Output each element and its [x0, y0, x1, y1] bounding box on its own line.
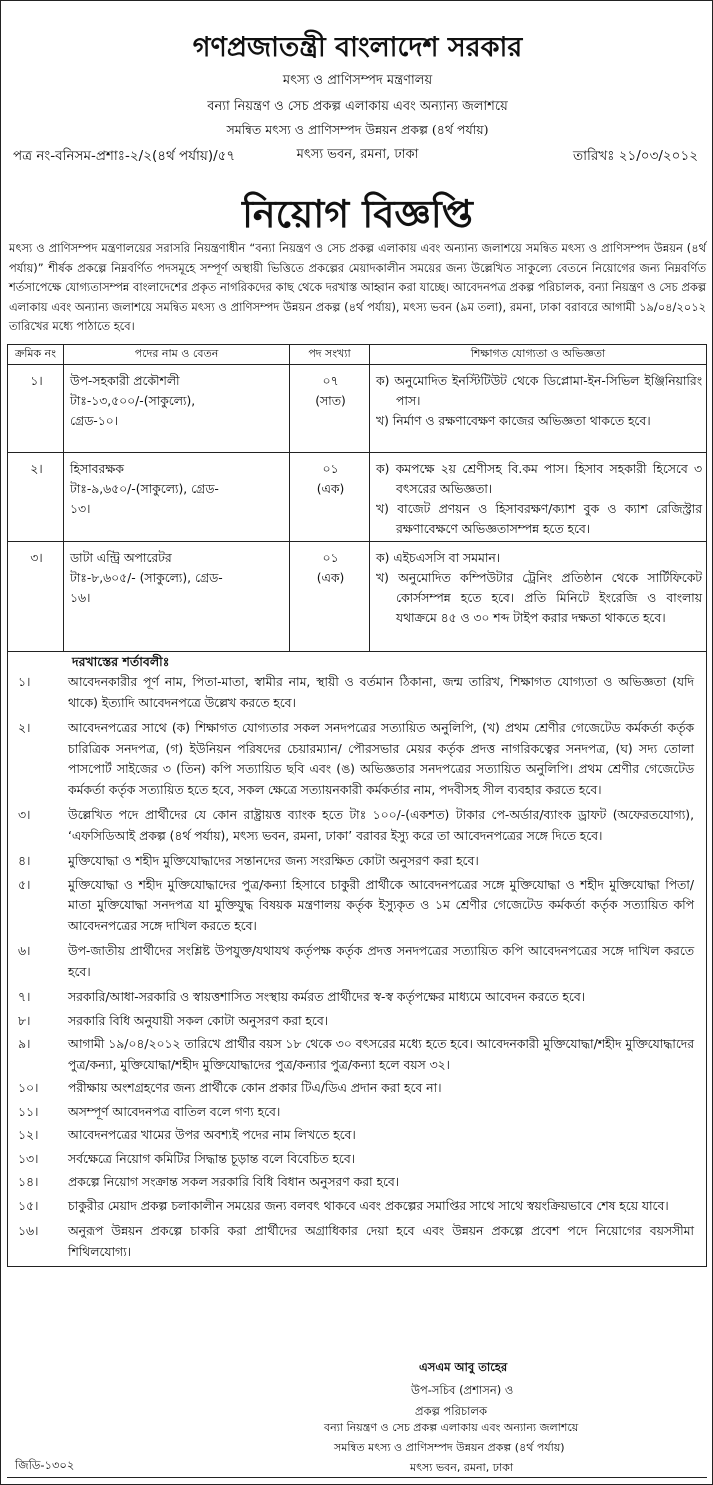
- qualification-b: খ) অনুমোদিত কম্পিউটার ট্রেনিং প্রতিষ্ঠান থেকে সার্টিফিকেট কোর্সসম্পন্ন হতে হবে। প্রতি মিনিটে ইংরেজি ও বাংলায় যথাক্রমে ৪৫ ও ৩০ শব্দ টাইপ করার দক্ষতা থাকতে হবে।: [376, 571, 702, 625]
- signatory-designation: উপ-সচিব (প্রশাসন) ও: [411, 1383, 514, 1397]
- terms-heading: দরখাস্তের শর্তাবলীঃ: [72, 654, 170, 669]
- term-text: প্রকল্পে নিয়োগ সংক্রান্ত সকল সরকারি বিধি বিধান অনুসরণ করা হবে।: [68, 1175, 400, 1189]
- row-post: [64, 542, 290, 652]
- term-item: [8, 941, 706, 982]
- table-header-row: [8, 345, 707, 365]
- signatory-role: প্রকল্প পরিচালক: [415, 1404, 488, 1418]
- term-item: [8, 805, 706, 846]
- notice-title: নিয়োগ বিজ্ঞপ্তি: [242, 192, 473, 236]
- term-item: [8, 718, 706, 800]
- post-pay: টাঃ-১৩,৫০০/-(সাকুল্যে),: [70, 394, 196, 408]
- header-post-count: পদ সংখ্যা: [290, 345, 370, 365]
- count-words: (এক): [316, 571, 345, 585]
- ministry-name: মৎস্য ও প্রাণিসম্পদ মন্ত্রণালয়: [282, 73, 433, 88]
- row-serial: ১।: [8, 365, 64, 453]
- term-text: মুক্তিযোদ্ধা ও শহীদ মুক্তিযোদ্ধাদের পুত্র/কন্যা হিসাবে চাকুরী প্রার্থীকে আবেদনপত্রের সঙ্গে মুক্তিযোদ্ধা ও শহীদ মুক্তিযোদ্ধা পিতা/মাতা মুক্তিযোদ্ধা সনদপত্র যা মুক্তিযুদ্ধ বিষয়ক মন্ত্রণালয় কর্তৃক ইস্যুকৃত ও ১ম শ্রেণীর গেজেটেড কর্মকর্তা কর্তৃক সত্যায়িত কপি আবেদনপত্রের সঙ্গে দাখিল করতে হবে।: [68, 877, 694, 933]
- signatory-name: এসএম আবু তাহের: [419, 1360, 508, 1374]
- term-text: আগামী ১৯/০৪/২০১২ তারিখে প্রার্থীর বয়স ১৮ থেকে ৩০ বৎসরের মধ্যে হতে হবে। আবেদনকারী মুক্তিযোদ্ধা/শহীদ মুক্তিযোদ্ধাদের পুত্র/কন্যা, মুক্তিযোদ্ধা/শহীদ মুক্তিযোদ্ধাদের পুত্র/কন্যার পুত্র/কন্যা হলে বয়স ৩২।: [68, 1037, 694, 1072]
- signatory-project-line-1: বন্যা নিয়ন্ত্রণ ও সেচ প্রকল্প এলাকায় এবং অন্যান্য জলাশয়ে: [324, 1421, 579, 1434]
- signatory-address: মৎস্য ভবন, রমনা, ঢাকা: [410, 1461, 514, 1474]
- term-item: [8, 1196, 706, 1217]
- term-number: ৬।: [18, 944, 31, 958]
- terms-section: [7, 652, 707, 1267]
- row-qualification: [370, 365, 707, 453]
- post-grade: গ্রেড-১০।: [70, 414, 119, 428]
- term-item: [8, 1078, 706, 1099]
- term-text: আবেদনকারীর পূর্ণ নাম, পিতা-মাতা, স্বামীর নাম, স্থায়ী ও বর্তমান ঠিকানা, জন্ম তারিখ, শিক্ষাগত যোগ্যতা ও অভিজ্ঞতা (যদি থাকে) ইত্যাদি আবেদনপত্রে উল্লেখ করতে হবে।: [68, 675, 694, 710]
- project-line-1: বন্যা নিয়ন্ত্রণ ও সেচ প্রকল্প এলাকায় এবং অন্যান্য জলাশয়ে: [207, 99, 508, 114]
- qualification-a: ক) কমপক্ষে ২য় শ্রেণীসহ বি.কম পাস। হিসাব সহকারী হিসেবে ৩ বৎসরের অভিজ্ঞতা।: [376, 462, 702, 496]
- count-words: (এক): [316, 482, 345, 496]
- count-words: (সাত): [315, 394, 346, 408]
- row-count: [290, 365, 370, 453]
- header-address: মৎস্য ভবন, রমনা, ঢাকা: [296, 147, 419, 162]
- term-text: আবেদনপত্রের সাথে (ক) শিক্ষাগত যোগ্যতার সকল সনদপত্রের সত্যায়িত অনুলিপি, (খ) প্রথম শ্রেণীর গেজেটেড কর্মকর্তা কর্তৃক চারিত্রিক সনদপত্র, (গ) ইউনিয়ন পরিষদের চেয়ারম্যান/ পৌরসভার মেয়র কর্তৃক প্রদত্ত নাগরিকত্বের সনদপত্র, (ঘ) সদ্য তোলা পাসপোর্ট সাইজের ৩ (তিন) কপি সত্যায়িত ছবি এবং (ঙ) অভিজ্ঞতার সনদপত্রের সত্যায়িত অনুলিপি। প্রথম শ্রেণীর গেজেটেড কর্মকর্তা কর্তৃক সত্যায়িত হতে হবে, সকল ক্ষেত্রে সত্যায়নকারী কর্মকর্তার নাম, পদবীসহ সীল ব্যবহার করতে হবে।: [68, 721, 694, 797]
- qualification-a: ক) অনুমোদিত ইনস্টিটিউট থেকে ডিপ্লোমা-ইন-সিভিল ইঞ্জিনিয়ারিং পাস।: [376, 374, 702, 408]
- term-item: [8, 1172, 706, 1193]
- footer-code: জিডি-১৩০২: [15, 1458, 75, 1472]
- term-number: ১১।: [18, 1104, 39, 1119]
- signatory-project-line-2: সমন্বিত মৎস্য ও প্রাণিসম্পদ উন্নয়ন প্রকল্প (৪র্থ পর্যায়): [334, 1441, 565, 1454]
- post-grade: ১৬।: [70, 591, 91, 605]
- government-title: গণপ্রজাতন্ত্রী বাংলাদেশ সরকার: [192, 32, 523, 63]
- term-text: অনুরূপ উন্নয়ন প্রকল্পে চাকরি করা প্রার্থীদের অগ্রাধিকার দেয়া হবে এবং উন্নয়ন প্রকল্পে প্রবেশ পদে নিয়োগের বয়সসীমা শিথিলযোগ্য।: [68, 1224, 694, 1259]
- posts-table: [7, 344, 707, 652]
- row-qualification: [370, 453, 707, 542]
- qualification-b: খ) বাজেট প্রণয়ন ও হিসাবরক্ষণ/ক্যাশ বুক ও ক্যাশ রেজিস্ট্রার রক্ষণাবেক্ষণে অভিজ্ঞতাসম্পন্ন হতে হবে।: [376, 502, 702, 536]
- term-number: ১০।: [18, 1081, 39, 1095]
- count-number: ০৭: [322, 374, 339, 388]
- term-item: [8, 1149, 706, 1170]
- project-line-2: সমন্বিত মৎস্য ও প্রাণিসম্পদ উন্নয়ন প্রকল্প (৪র্থ পর্যায়): [226, 122, 489, 137]
- table-row: [8, 365, 707, 453]
- post-grade: ১৩।: [70, 502, 91, 516]
- term-text: চাকুরীর মেয়াদ প্রকল্প চলাকালীন সময়ের জন্য বলবৎ থাকবে এবং প্রকল্পের সমাপ্তির সাথে সাথে স্বয়ংক্রিয়ভাবে শেষ হয়ে যাবে।: [68, 1198, 669, 1213]
- term-number: ৯।: [18, 1037, 31, 1051]
- term-text: মুক্তিযোদ্ধা ও শহীদ মুক্তিযোদ্ধাদের সন্তানদের জন্য সংরক্ষিত কোটা অনুসরণ করা হবে।: [68, 854, 479, 868]
- term-number: ৫।: [18, 877, 31, 892]
- term-number: ১।: [18, 675, 31, 689]
- term-item: [8, 672, 706, 713]
- header-post-pay: পদের নাম ও বেতন: [64, 345, 290, 365]
- row-post: [64, 453, 290, 542]
- row-serial: ৩।: [8, 542, 64, 652]
- row-count: [290, 542, 370, 652]
- term-number: ১৫।: [18, 1198, 39, 1213]
- term-number: ১৩।: [18, 1151, 39, 1166]
- term-item: [8, 987, 706, 1008]
- term-text: সর্বক্ষেত্রে নিয়োগ কমিটির সিদ্ধান্ত চূড়ান্ত বলে বিবেচিত হবে।: [68, 1151, 356, 1166]
- post-name: হিসাবরক্ষক: [70, 462, 124, 476]
- term-item: [8, 1125, 706, 1146]
- count-number: ০১: [322, 551, 339, 565]
- row-post: [64, 365, 290, 453]
- table-row: [8, 542, 707, 652]
- term-text: উপ-জাতীয় প্রার্থীদের সংশ্লিষ্ট উপযুক্ত/যথাযথ কর্তৃপক্ষ কর্তৃক প্রদত্ত সনদপত্রের সত্যায়িত কপি আবেদনপত্রের সঙ্গে দাখিল করতে হবে।: [68, 944, 694, 979]
- row-qualification: [370, 542, 707, 652]
- term-number: ৭।: [18, 990, 31, 1004]
- intro-paragraph: মৎস্য ও প্রাণিসম্পদ মন্ত্রণালয়ের সরাসরি নিয়ন্ত্রণাধীন “বন্যা নিয়ন্ত্রণ ও সেচ প্রকল্প এলাকায় এবং অন্যান্য জলাশয়ে সমন্বিত মৎস্য ও প্রাণিসম্পদ উন্নয়ন (৪র্থ পর্যায়)” শীর্ষক প্রকল্পে নিম্নবর্ণিত পদসমূহে সম্পূর্ণ অস্থায়ী ভিত্তিতে প্রকল্পের মেয়াদকালীন সময়ের জন্য উল্লেখিত সাকুল্যে বেতনে নিয়োগের জন্য নিম্নবর্ণিত শর্তসাপেক্ষে যোগ্যতাসম্পন্ন বাংলাদেশের প্রকৃত নাগরিকদের কাছ থেকে দরখাস্ত আহ্বান করা যাচ্ছে। আবেদনপত্র প্রকল্প পরিচালক, বন্যা নিয়ন্ত্রণ ও সেচ প্রকল্প এলাকায় এবং অন্যান্য জলাশয়ে সমন্বিত মৎস্য ও প্রাণিসম্পদ উন্নয়ন প্রকল্প (৪র্থ পর্যায়), মৎস্য ভবন (৯ম তলা), রমনা, ঢাকা বরাবরে আগামী ১৯/০৪/২০১২ তারিখের মধ্যে পাঠাতে হবে।: [9, 241, 706, 334]
- term-text: পরীক্ষায় অংশগ্রহণের জন্য প্রার্থীকে কোন প্রকার টিএ/ডিএ প্রদান করা হবে না।: [68, 1081, 442, 1095]
- term-number: ১২।: [18, 1128, 39, 1142]
- term-number: ১৬।: [18, 1224, 39, 1238]
- bottom-divider: [7, 1477, 707, 1478]
- memo-number: পত্র নং-বনিসম-প্রশাঃ-২/২(৪র্থ পর্যায়)/৫৭: [13, 148, 236, 164]
- term-item: [8, 851, 706, 872]
- term-item: [8, 1221, 706, 1266]
- post-pay: টাঃ-৮,৬০৫/- (সাকুল্যে), গ্রেড-: [70, 571, 223, 585]
- term-item: [8, 875, 706, 937]
- count-number: ০১: [322, 462, 339, 476]
- header-qualification: শিক্ষাগত যোগ্যতা ও অভিজ্ঞতা: [370, 345, 707, 365]
- term-item: [8, 1102, 706, 1123]
- qualification-a: ক) এইচএসসি বা সমমান।: [376, 551, 501, 565]
- term-number: ৪।: [18, 854, 31, 868]
- term-text: সরকারি/আধা-সরকারি ও স্বায়ত্তশাসিত সংস্থায় কর্মরত প্রার্থীদের স্ব-স্ব কর্তৃপক্ষের মাধ্যমে আবেদন করতে হবে।: [68, 990, 586, 1004]
- term-item: [8, 1034, 706, 1075]
- row-count: [290, 453, 370, 542]
- term-text: উল্লেখিত পদে প্রার্থীদের যে কোন রাষ্ট্রায়ত্ত ব্যাংক হতে টাঃ ১০০/-(একশত) টাকার পে-অর্ডার/ব্যাংক ড্রাফট (অফেরতযোগ্য), ‘এফসিডিআই প্রকল্প (৪র্থ পর্যায়), মৎস্য ভবন, রমনা, ঢাকা’ বরাবর ইস্যু করে তা আবেদনপত্রের সঙ্গে দিতে হবে।: [68, 808, 694, 843]
- row-serial: ২।: [8, 453, 64, 542]
- post-pay: টাঃ-৯,৬৫০/-(সাকুল্যে), গ্রেড-: [70, 482, 219, 496]
- notice-date: তারিখঃ ২১/০৩/২০১২: [573, 148, 698, 164]
- term-number: ২।: [18, 721, 31, 735]
- term-text: অসম্পূর্ণ আবেদনপত্র বাতিল বলে গণ্য হবে।: [68, 1104, 281, 1119]
- post-name: উপ-সহকারী প্রকৌশলী: [70, 374, 180, 388]
- term-number: ৩।: [18, 808, 31, 822]
- header-serial: ক্রমিক নং: [8, 345, 64, 365]
- table-row: [8, 453, 707, 542]
- term-text: আবেদনপত্রের খামের উপর অবশ্যই পদের নাম লিখতে হবে।: [68, 1128, 356, 1142]
- term-number: ৮।: [18, 1013, 31, 1028]
- qualification-b: খ) নির্মাণ ও রক্ষণাবেক্ষণ কাজের অভিজ্ঞতা থাকতে হবে।: [376, 414, 651, 428]
- term-text: সরকারি বিধি অনুযায়ী সকল কোটা অনুসরণ করা হবে।: [68, 1013, 329, 1028]
- post-name: ডাটা এন্ট্রি অপারেটর: [70, 551, 172, 565]
- term-number: ১৪।: [18, 1175, 39, 1189]
- term-item: [8, 1011, 706, 1032]
